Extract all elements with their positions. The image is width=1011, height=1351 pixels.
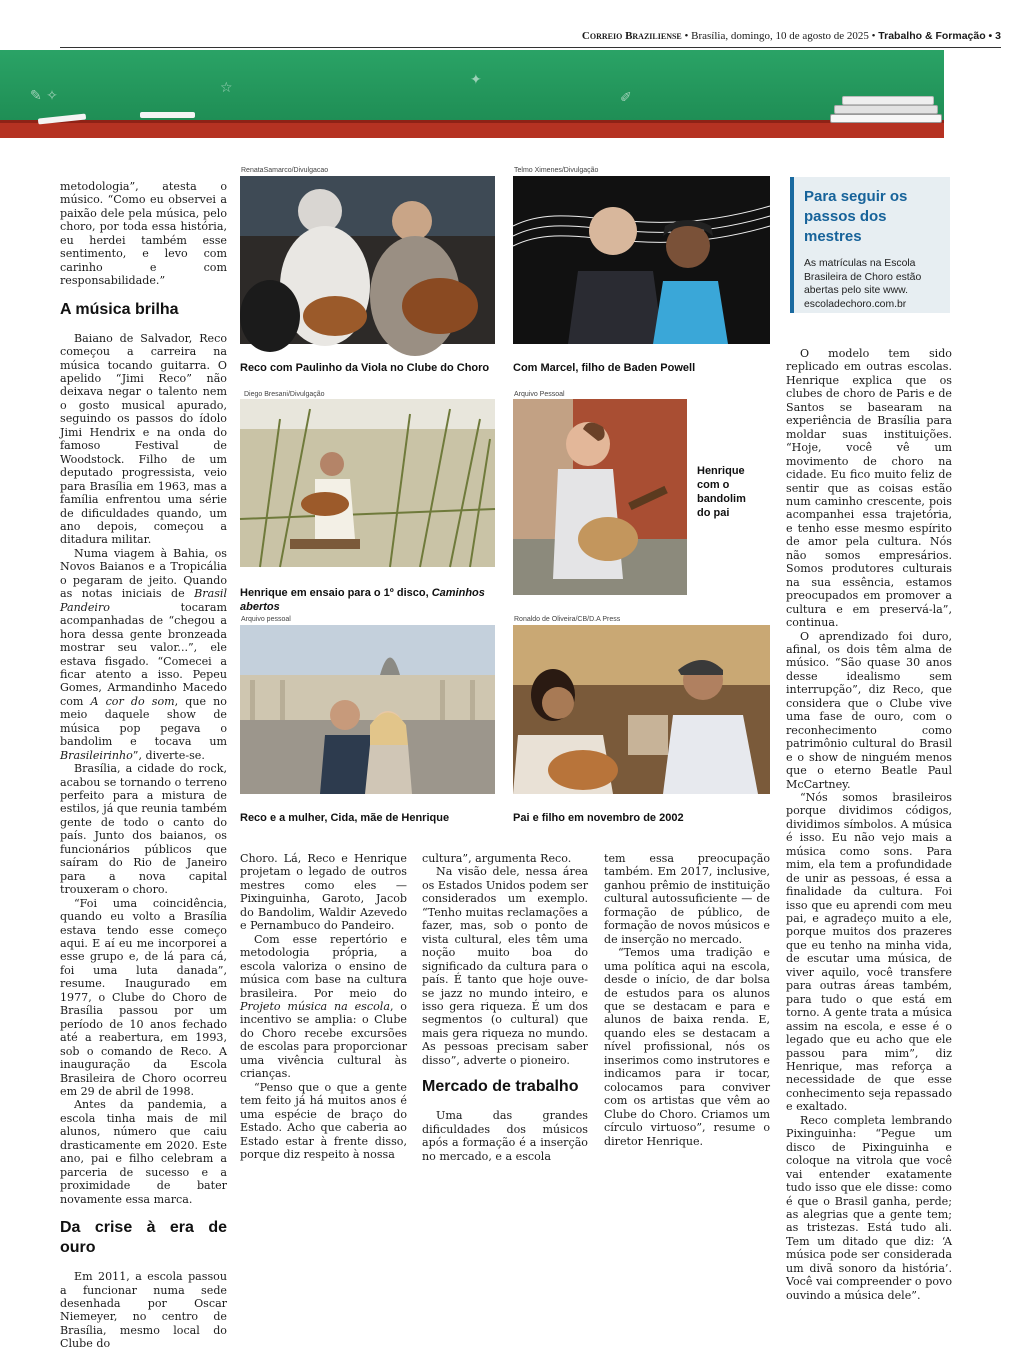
sidebar-title: Para seguir os passos dos mestres	[804, 188, 908, 245]
paragraph: Choro. Lá, Reco e Henrique projetam o legado de outros mestres como eles — Pixinguinha, Garoto, Jacob do Bandolim, Waldir Azevedo e Pernambuco do Pandeiro.	[240, 852, 407, 933]
photo-credit: Diego Bresani/Divulgação	[244, 391, 325, 398]
subheading: Mercado de trabalho	[422, 1078, 579, 1096]
paragraph: Numa viagem à Bahia, os Novos Baianos e a Tropicália o pegaram de jeito. Quando as notas iniciais de Brasil Pandeiro tocaram acompanhadas de “chegou a hora dessa gente bronzeada mostrar seu valor...”, ele estava fisgado. “Comecei a ficar atento a isso. Pepeu Gomes, Armandinho Macedo com A cor do som, que no meio daquele show de música pop pegava o bandolim e tocava um Brasileirinho”, diverte-se.	[60, 546, 227, 762]
photo-caption: Com Marcel, filho de Baden Powell	[513, 362, 696, 374]
subheading: A música brilha	[60, 300, 179, 318]
photo-com-marcel	[513, 176, 770, 344]
paragraph: “Temos uma tradição e uma política aqui na escola, desde o início, de dar bolsa de estudos para os alunos que se destacam e para e alunos de baixa renda. E, quando eles se destacam a nível profissional, nós os inserimos como instrutores e indicamos para ir tocar, colocamos para conviver com os artistas que vêm ao Clube do Choro. Criamos um círculo virtuoso”, resume o diretor Henrique.	[604, 946, 770, 1148]
article-column-5	[786, 347, 952, 1302]
header-rule	[60, 47, 1001, 48]
paragraph: Uma das grandes dificuldades dos músicos após a formação é a inserção no mercado, e a escola	[422, 1109, 588, 1163]
chalkboard-banner: ✎ ✧ ☆ ✦ ✐	[0, 50, 944, 138]
paragraph: Brasília, a cidade do rock, acabou se tornando o terreno perfeito para a mistura de estilos, já que reunia também gente de todo o canto do país. Junto dos baianos, os funcionários públicos que saíram do Rio de Janeiro para a nova capital trouxeram o choro.	[60, 762, 227, 897]
sidebar-text: As matrículas na Escola Brasileira de Choro estão abertas pelo site www. escoladechoro.com.br	[804, 258, 922, 310]
article-column-2	[240, 852, 407, 1161]
paragraph: Antes da pandemia, a escola tinha mais de mil alunos, número que caiu drasticamente em 2020. Este ano, pai e filho celebram a parceria de sucesso e a proximidade de bater novamente essa marca.	[60, 1098, 227, 1206]
paragraph: Baiano de Salvador, Reco começou a carreira na música tocando guitarra. O apelido “Jimi Reco” não deixava negar o talento nem o gosto musical apurado, seguindo os passos do ídolo Jimi Hendrix e na onda do famoso Festival de Woodstock. Filho de um deputado progressista, veio para Brasília em 1963, mas a família enfrentou uma série de dificuldades quando, um ano depois, começou a ditadura militar.	[60, 331, 227, 547]
photo-credit: Arquivo Pessoal	[514, 391, 565, 398]
photo-caption: Henrique em ensaio para o 1º disco, Caminhos abertos	[240, 587, 485, 613]
page-number: • 3	[985, 30, 1001, 42]
paragraph: O modelo tem sido replicado em outras escolas. Henrique explica que os clubes de choro de Paris e de Santos se basearam na experiência de Brasília para moldar suas instituições. “Hoje, você vê um movimento de choro na cidade. Eu fico muito feliz de sentir que as coisas estão num caminho crescente, pois acompanhei essa trajetória, e tenho esse mesmo espírito de amor pela cultura. Nós não somos empresários. Somos produtores culturais na sua essência, estamos preocupados em promover a cultura e em preservá-la”, continua.	[786, 347, 952, 630]
dateline: • Brasília, domingo, 10 de agosto de 2025 •	[681, 30, 879, 42]
photo-credit: Arquivo pessoal	[241, 616, 291, 623]
paragraph: O aprendizado foi duro, afinal, os dois têm alma de músico. “São quase 30 anos desse idealismo sem interrupção”, diz Reco, que considera que o Clube vive uma fase de ouro, com o reconhecimento como patrimônio cultural do Brasil e o show de ninguém menos que o eterno Beatle Paul McCartney.	[786, 629, 952, 791]
chalk-stick	[140, 112, 195, 118]
photo-reco-paulinho	[240, 176, 495, 344]
section-name: Trabalho & Formação	[878, 30, 986, 42]
photo-credit: Telmo Ximenes/Divulgação	[514, 167, 599, 174]
photo-reco-cida	[240, 625, 495, 794]
photo-henrique-bandolim	[513, 399, 687, 595]
photo-caption: Reco com Paulinho da Viola no Clube do Choro	[240, 362, 490, 374]
photo-caption: Reco e a mulher, Cida, mãe de Henrique	[240, 812, 450, 824]
article-column-1	[60, 180, 227, 1351]
photo-credit: RenataSamarco/Divulgacao	[241, 167, 329, 174]
paragraph: “Penso que o que a gente tem feito já há muitos anos é uma espécie de braço do Estado. Acho que caberia ao Estado estar à frente disso, porque diz respeito à nossa	[240, 1080, 407, 1161]
paragraph: Reco completa lembrando Pixinguinha: “Pegue um disco de Pixinguinha e coloque na vitrola que você vai entender exatamente tudo isso que ele disse: como é que o Brasil ganha, perde; as alegrias que a gente tem; as tristezas. Está tudo ali. Tem um ditado que diz: ‘A música pode ser considerada um divã sonoro da história’. Você vai compreender o povo ouvindo a música dele”.	[786, 1113, 952, 1302]
photo-caption: Pai e filho em novembro de 2002	[513, 812, 684, 824]
paragraph: Em 2011, a escola passou a funcionar numa sede desenhada por Oscar Niemeyer, no centro de Brasília, mesmo local do Clube do	[60, 1270, 227, 1351]
paragraph: Na visão dele, nessa área os Estados Unidos podem ser considerados um exemplo. “Tenho muitas reclamações a fazer, mas, sob o ponto de vista cultural, eles têm uma noção muito boa do significado da cultura para o país. É tanto que hoje ouve-se jazz no mundo inteiro, e isso gera riqueza. É um dos segmentos (o cultural) que mais gera riqueza no mundo. As pessoas precisam saber disso”, adverte o pioneiro.	[422, 865, 588, 1067]
paragraph: “Foi uma coincidência, quando eu volto a Brasília estava tendo esse começo aqui. E aí eu me incorporei a esse grupo e, de lá para cá, foi uma luta danada”, resume. Inaugurado em 1977, o Clube do Choro de Brasília passou por um período de 10 anos fechado até a reabertura, em 1993, sob o comando de Reco. A inauguração da Escola Brasileira de Choro ocorreu em 29 de abril de 1998.	[60, 896, 227, 1098]
photo-pai-e-filho-2002	[513, 625, 770, 794]
photo-henrique-ensaio	[240, 399, 495, 567]
photo-caption: Henrique com o bandolim do pai	[697, 465, 746, 519]
article-column-4	[604, 852, 770, 1148]
newspaper-name: Correio Braziliense	[581, 30, 682, 42]
paragraph: Com esse repertório e metodologia própria, a escola valoriza o ensino de música com base na cultura brasileira. Por meio do Projeto música na escola, o incentivo se amplia: o Clube do Choro recebe excursões de escolas para proporcionar uma vivência cultural às crianças.	[240, 932, 407, 1081]
subheading: Da crise à era de ouro	[60, 1219, 227, 1257]
page-header	[60, 30, 1001, 48]
paragraph: “Nós somos brasileiros porque dividimos códigos, dividimos símbolos. A música é isso. Eu não vejo mais a música como sons. Para mim, ela tem a profundidade de unir as pessoas, é essa a finalidade da cultura. Foi isso que eu aprendi com meu pai, e agradeço muito a ele, porque muitos dos prazeres que eu tenho na minha vida, de escutar uma música, de viver aquilo, você transfere para outras áreas também, para tudo o que está em torno. A gente trata a música assim na escola, e esse é o legado que eu acho que ele passou para mim”, diz Henrique, mas reforça a necessidade de que esse conhecimento seja repassado e exaltado.	[786, 790, 952, 1114]
paragraph: tem essa preocupação também. Em 2017, inclusive, ganhou prêmio de instituição cultural autossuficiente — de formação de público, de formação de novos músicos e de inserção no mercado.	[604, 852, 770, 946]
books-icon	[830, 92, 950, 122]
article-column-3	[422, 852, 588, 1163]
paragraph: cultura”, argumenta Reco.	[422, 852, 572, 865]
sidebar-box	[790, 177, 950, 313]
photo-credit: Ronaldo de Oliveira/CB/D.A Press	[514, 616, 621, 623]
paragraph: metodologia”, atesta o músico. “Como eu observei a paixão dele pela música, pelo choro, por toda essa história, eu herdei também esse sentimento, e levo com carinho e com responsabilidade.”	[60, 180, 227, 288]
